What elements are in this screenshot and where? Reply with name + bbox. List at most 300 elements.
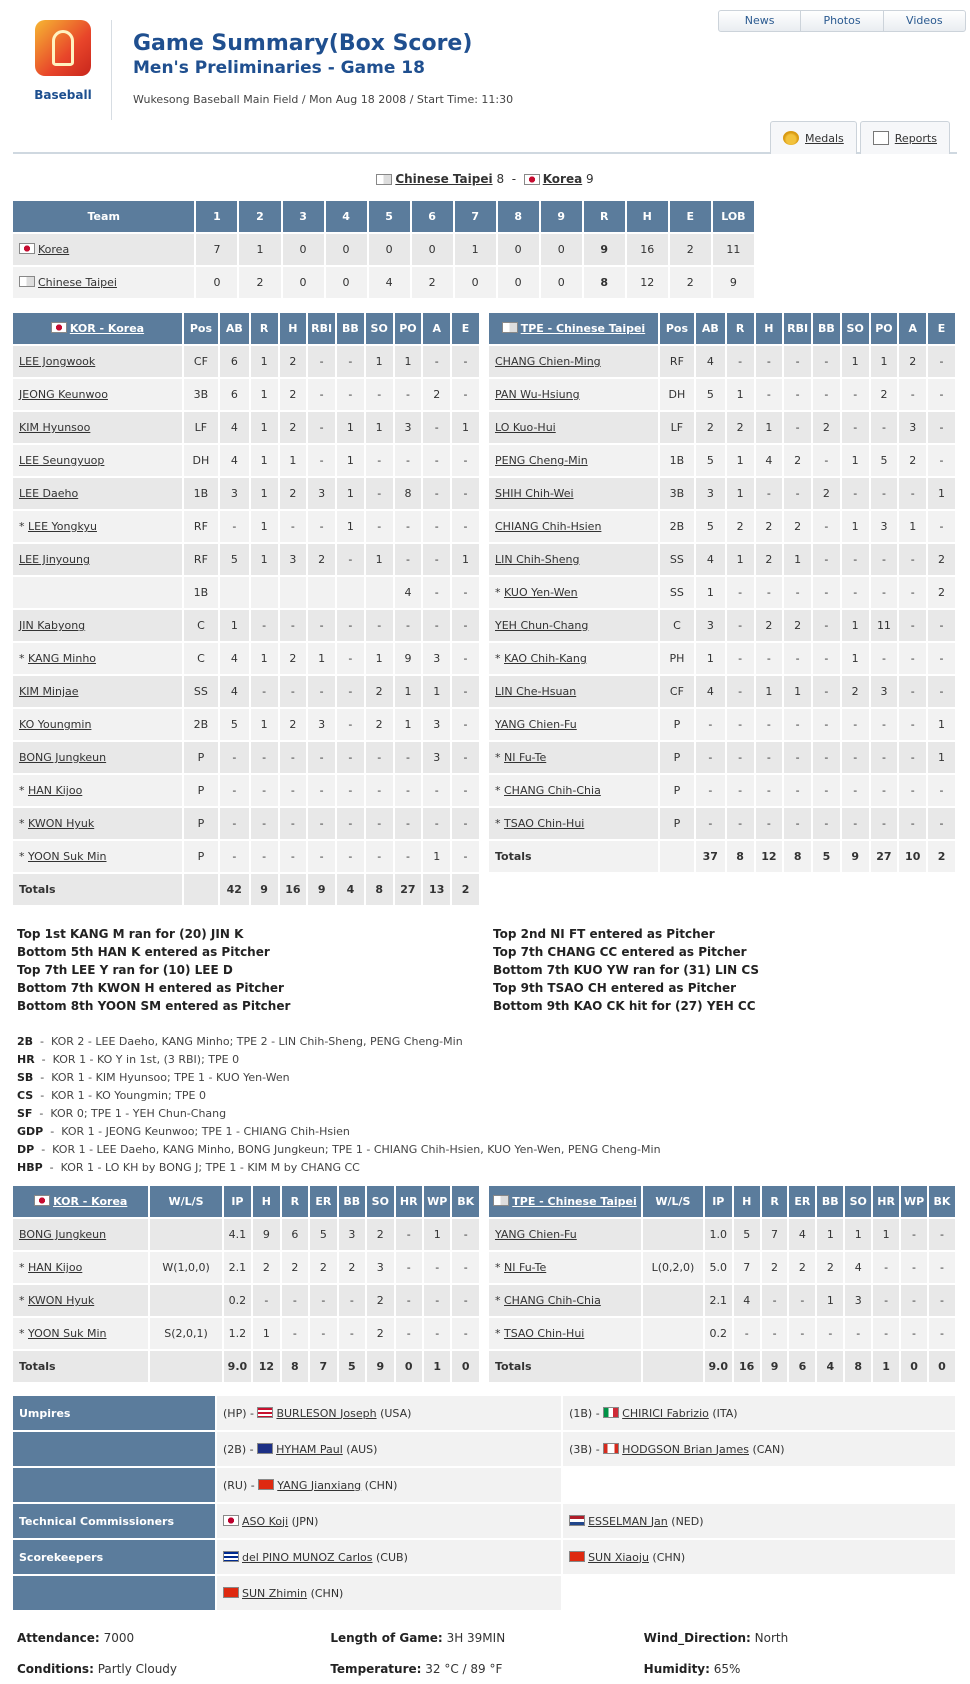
stat-cell: - xyxy=(813,643,840,674)
total-cell: 6 xyxy=(789,1351,815,1382)
stat-cell: 1 xyxy=(696,643,725,674)
stat-cell: - xyxy=(727,610,754,641)
stat-cell: - xyxy=(308,412,335,443)
stat-cell: 1 xyxy=(251,379,278,410)
tc-2 xyxy=(563,1504,955,1538)
col-header: R xyxy=(282,1186,308,1217)
official-nat: (CUB) xyxy=(372,1550,408,1564)
tab-reports[interactable] xyxy=(860,121,950,154)
note-line: Bottom 9th KAO CK hit for (27) YEH CC xyxy=(493,999,756,1013)
stat-cell: - xyxy=(452,346,479,377)
empty-cell xyxy=(563,1576,955,1610)
stat-cell: 3 xyxy=(423,742,450,773)
player-cell xyxy=(13,346,182,377)
header-row xyxy=(13,1186,479,1217)
player-row xyxy=(13,346,479,377)
total-cell: 0 xyxy=(929,1351,955,1382)
col-header: R xyxy=(584,201,625,232)
stat-cell: 1 xyxy=(251,478,278,509)
player-link[interactable]: HAN Kijoo xyxy=(28,784,83,797)
stat-cell: 4.1 xyxy=(224,1219,251,1250)
player-link[interactable]: NI Fu-Te xyxy=(504,1261,547,1274)
player-row xyxy=(13,808,479,839)
stat-cell: P xyxy=(660,775,694,806)
official-link[interactable]: ASO Koji xyxy=(242,1514,289,1528)
player-row xyxy=(489,346,955,377)
wind-value: North xyxy=(754,1630,789,1645)
score-cell: 0 xyxy=(412,234,453,265)
team-header[interactable] xyxy=(489,1186,641,1217)
stat-cell: 2 xyxy=(280,478,307,509)
sport-logo[interactable] xyxy=(28,20,98,120)
player-cell xyxy=(489,379,658,410)
score-cell: 1 xyxy=(455,234,496,265)
official-link[interactable]: del PINO MUNOZ Carlos xyxy=(242,1550,373,1564)
player-link[interactable]: YANG Chien-Fu xyxy=(495,1228,577,1241)
stat-cell: - xyxy=(928,346,955,377)
nav-videos[interactable]: Videos xyxy=(906,14,943,27)
stat-cell: - xyxy=(871,775,898,806)
stat-cell: 1 xyxy=(873,1219,899,1250)
col-header: BK xyxy=(929,1186,955,1217)
player-link[interactable]: KANG Minho xyxy=(28,652,97,665)
player-cell xyxy=(13,577,182,608)
stat-cell: 2 xyxy=(784,610,811,641)
stat-cell: - xyxy=(452,1252,479,1283)
stat-cell: - xyxy=(762,1318,788,1349)
total-cell: 1 xyxy=(873,1351,899,1382)
stat-cell: - xyxy=(452,775,479,806)
team-header[interactable] xyxy=(13,313,182,344)
stat-cell: - xyxy=(310,1318,336,1349)
umpire-link[interactable]: HODGSON Brian James xyxy=(622,1442,749,1456)
away-runs: 8 xyxy=(496,172,505,186)
stat-cell: LF xyxy=(660,412,694,443)
stat-cell xyxy=(337,577,364,608)
stat-cell: P xyxy=(184,775,218,806)
chn-flag-icon xyxy=(223,1587,239,1598)
player-link[interactable]: LEE Jinyoung xyxy=(19,553,90,566)
col-header: A xyxy=(899,313,926,344)
stat-cell: - xyxy=(784,478,811,509)
official-link[interactable]: SUN Xiaoju xyxy=(588,1550,649,1564)
stat-cell: - xyxy=(220,841,249,872)
team-header[interactable] xyxy=(13,1186,148,1217)
player-cell xyxy=(13,709,182,740)
conditions-row xyxy=(17,1653,957,1684)
team-link[interactable]: TPE - Chinese Taipei xyxy=(520,322,646,335)
stat-cell: - xyxy=(727,808,754,839)
col-header: 9 xyxy=(541,201,582,232)
stat-cell: 1 xyxy=(842,643,869,674)
note-line: Bottom 8th YOON SM entered as Pitcher xyxy=(17,999,291,1013)
total-cell: 8 xyxy=(784,841,811,872)
umpire-link[interactable]: YANG Jianxiang xyxy=(277,1478,362,1492)
player-link[interactable]: JIN Kabyong xyxy=(19,619,86,632)
col-header: E xyxy=(452,313,479,344)
stat-cell: - xyxy=(727,643,754,674)
stat-cell: - xyxy=(696,775,725,806)
stat-cell: 1 xyxy=(337,478,364,509)
stat-cell: 2B xyxy=(660,511,694,542)
stat-cell: 2.1 xyxy=(224,1252,251,1283)
official-link[interactable]: ESSELMAN Jan xyxy=(588,1514,668,1528)
note-line: Top 1st KANG M ran for (20) JIN K xyxy=(17,927,244,941)
stat-value: KOR 1 - KIM Hyunsoo; TPE 1 - KUO Yen-Wen xyxy=(51,1071,290,1084)
player-cell xyxy=(489,511,658,542)
stat-key: DP xyxy=(17,1143,35,1156)
umpire-3b xyxy=(563,1432,955,1466)
stat-cell: - xyxy=(928,511,955,542)
player-link[interactable]: KAO Chih-Kang xyxy=(504,652,587,665)
stat-cell: 1 xyxy=(871,346,898,377)
stat-cell: - xyxy=(366,478,393,509)
player-row xyxy=(489,709,955,740)
stat-sep: - xyxy=(34,1053,53,1066)
usa-flag-icon xyxy=(257,1407,273,1418)
umpire-link[interactable]: CHIRICI Fabrizio xyxy=(622,1406,709,1420)
stat-value: KOR 1 - LEE Daeho, KANG Minho, BONG Jungkeun; TPE 1 - CHIANG Chih-Hsien, KUO Yen-Wen, PENG Cheng-Min xyxy=(52,1143,661,1156)
officials-row xyxy=(13,1432,955,1466)
player-link[interactable]: SHIH Chih-Wei xyxy=(495,487,574,500)
player-cell xyxy=(13,412,182,443)
stat-cell: 3 xyxy=(696,478,725,509)
officials-row xyxy=(13,1576,955,1610)
medal-icon xyxy=(783,131,799,145)
stat-cell: - xyxy=(424,1318,450,1349)
score-cell: 1 xyxy=(239,234,280,265)
player-row xyxy=(489,1285,955,1316)
player-link[interactable]: JEONG Keunwoo xyxy=(19,388,108,401)
tc-label: Technical Commissioners xyxy=(13,1504,215,1538)
stat-cell: 2 xyxy=(813,478,840,509)
stat-cell: - xyxy=(308,346,335,377)
stat-cell: 4 xyxy=(220,676,249,707)
wind-direction xyxy=(644,1631,957,1645)
stat-cell: - xyxy=(366,742,393,773)
stat-cell: P xyxy=(660,709,694,740)
stat-cell: - xyxy=(423,511,450,542)
col-header: AB xyxy=(696,313,725,344)
table-row xyxy=(13,267,754,298)
stat-cell: - xyxy=(423,445,450,476)
player-link[interactable]: KO Youngmin xyxy=(19,718,92,731)
baseball-pictogram-icon xyxy=(35,20,91,76)
team-header[interactable] xyxy=(489,313,658,344)
stat-cell: - xyxy=(899,478,926,509)
stat-cell: 3 xyxy=(423,709,450,740)
player-link[interactable]: LEE Daeho xyxy=(19,487,79,500)
tab-medals[interactable] xyxy=(770,121,857,154)
stat-cell: - xyxy=(337,742,364,773)
stat-cell: - xyxy=(899,544,926,575)
stat-cell: 2 xyxy=(423,379,450,410)
stat-cell: 4 xyxy=(220,412,249,443)
stat-cell: 2 xyxy=(366,709,393,740)
player-row xyxy=(13,1285,479,1316)
official-link[interactable]: SUN Zhimin xyxy=(242,1586,308,1600)
umpire-pos: (HP) - xyxy=(223,1406,258,1420)
total-cell: 5 xyxy=(813,841,840,872)
stat-cell: - xyxy=(734,1318,760,1349)
stat-cell: - xyxy=(871,412,898,443)
ita-flag-icon xyxy=(603,1407,619,1418)
stat-cell: 3 xyxy=(280,544,307,575)
umpire-nat: (CAN) xyxy=(749,1442,785,1456)
stat-cell: - xyxy=(337,775,364,806)
totals-label: Totals xyxy=(13,1351,148,1382)
team-link[interactable]: Korea xyxy=(38,243,70,256)
stat-cell: P xyxy=(660,808,694,839)
total-cell xyxy=(184,874,218,905)
col-header: RBI xyxy=(784,313,811,344)
total-cell: 2 xyxy=(452,874,479,905)
header-row xyxy=(489,1186,955,1217)
nav-news[interactable]: News xyxy=(719,11,801,31)
player-link[interactable]: TSAO Chin-Hui xyxy=(504,817,585,830)
team-link[interactable]: TPE - Chinese Taipei xyxy=(512,1195,637,1208)
player-link[interactable]: YOON Suk Min xyxy=(28,1327,107,1340)
stat-cell: 3 xyxy=(871,511,898,542)
player-link[interactable]: KIM Minjae xyxy=(19,685,79,698)
stat-cell: - xyxy=(424,1285,450,1316)
stat-line xyxy=(17,1033,661,1051)
stat-cell: 3 xyxy=(308,478,335,509)
player-link[interactable]: HAN Kijoo xyxy=(28,1261,83,1274)
officials-row xyxy=(13,1396,955,1430)
player-cell xyxy=(13,643,182,674)
player-link[interactable]: YANG Chien-Fu xyxy=(495,718,577,731)
stat-cell: - xyxy=(727,709,754,740)
stat-cell: 4 xyxy=(696,544,725,575)
player-row xyxy=(13,742,479,773)
player-link[interactable]: LO Kuo-Hui xyxy=(495,421,556,434)
nav-photos[interactable]: Photos xyxy=(801,11,883,31)
stat-cell: 2 xyxy=(789,1252,815,1283)
stat-cell: C xyxy=(660,610,694,641)
stat-cell: - xyxy=(337,841,364,872)
player-link[interactable]: KWON Hyuk xyxy=(28,817,95,830)
total-cell: 12 xyxy=(756,841,783,872)
stat-cell: 1 xyxy=(784,676,811,707)
player-link[interactable]: KWON Hyuk xyxy=(28,1294,95,1307)
stat-cell: 3 xyxy=(220,478,249,509)
stat-cell: - xyxy=(396,1252,422,1283)
stat-cell: 3 xyxy=(367,1252,393,1283)
total-cell xyxy=(660,841,694,872)
venue-line: Wukesong Baseball Main Field / Mon Aug 18 2008 / Start Time: 11:30 xyxy=(133,93,514,106)
stat-cell: - xyxy=(396,1285,422,1316)
team-link[interactable]: KOR - Korea xyxy=(53,1195,128,1208)
wind-label: Wind_Direction: xyxy=(643,1630,751,1645)
player-cell xyxy=(13,1318,148,1349)
col-header: IP xyxy=(705,1186,732,1217)
player-cell xyxy=(489,445,658,476)
stat-value: KOR 1 - LO KH by BONG J; TPE 1 - KIM M by CHANG CC xyxy=(60,1161,360,1174)
stat-cell: 2 xyxy=(727,511,754,542)
stat-cell: - xyxy=(337,676,364,707)
stat-cell: - xyxy=(842,577,869,608)
stat-cell: 1 xyxy=(423,841,450,872)
stat-cell: - xyxy=(395,511,422,542)
stat-cell: - xyxy=(366,610,393,641)
stat-cell: - xyxy=(366,841,393,872)
kor-flag-icon xyxy=(51,322,67,333)
umpire-nat: (USA) xyxy=(376,1406,412,1420)
stat-cell: RF xyxy=(184,511,218,542)
stat-cell: 2 xyxy=(696,412,725,443)
stat-cell: - xyxy=(813,709,840,740)
total-cell: 9 xyxy=(251,874,278,905)
stat-value: KOR 1 - JEONG Keunwoo; TPE 1 - CHIANG Chih-Hsien xyxy=(61,1125,350,1138)
stat-cell: - xyxy=(452,643,479,674)
player-link[interactable]: BONG Jungkeun xyxy=(19,1228,107,1241)
total-cell: 0 xyxy=(901,1351,927,1382)
stat-cell: 3 xyxy=(845,1285,871,1316)
total-cell: 9.0 xyxy=(705,1351,732,1382)
stat-cell xyxy=(220,577,249,608)
stat-cell: - xyxy=(813,445,840,476)
totals-row xyxy=(13,874,479,905)
player-cell xyxy=(489,346,658,377)
jpn-flag-icon xyxy=(223,1515,239,1526)
attendance xyxy=(17,1631,330,1645)
total-cell: 8 xyxy=(727,841,754,872)
stat-line xyxy=(17,1069,661,1087)
stat-cell: - xyxy=(727,346,754,377)
stat-cell: 2 xyxy=(280,346,307,377)
stat-cell: 1 xyxy=(220,610,249,641)
stat-cell: - xyxy=(813,544,840,575)
stat-cell: 5 xyxy=(310,1219,336,1250)
player-link[interactable]: LEE Seungyuop xyxy=(19,454,105,467)
score-cell: 4 xyxy=(369,267,410,298)
player-link[interactable]: YOON Suk Min xyxy=(28,850,107,863)
ned-flag-icon xyxy=(569,1515,585,1526)
stat-cell: 1.0 xyxy=(705,1219,732,1250)
player-link[interactable]: CHIANG Chih-Hsien xyxy=(495,520,602,533)
player-link[interactable]: TSAO Chin-Hui xyxy=(504,1327,585,1340)
col-header: Pos xyxy=(660,313,694,344)
stat-cell: - xyxy=(899,775,926,806)
stat-cell: - xyxy=(395,841,422,872)
player-link[interactable]: YEH Chun-Chang xyxy=(495,619,589,632)
player-row xyxy=(489,1219,955,1250)
stat-line xyxy=(17,1141,661,1159)
player-cell xyxy=(13,1219,148,1250)
player-link[interactable]: LEE Yongkyu xyxy=(28,520,97,533)
stat-line xyxy=(17,1159,661,1177)
col-header: BB xyxy=(813,313,840,344)
stat-cell: - xyxy=(251,775,278,806)
stat-cell: - xyxy=(366,445,393,476)
col-header: BB xyxy=(337,313,364,344)
stat-cell: - xyxy=(423,412,450,443)
final-score xyxy=(0,172,970,186)
umpire-link[interactable]: HYHAM Paul xyxy=(276,1442,343,1456)
player-link[interactable]: PAN Wu-Hsiung xyxy=(495,388,580,401)
player-link[interactable]: KUO Yen-Wen xyxy=(504,586,578,599)
umpire-link[interactable]: BURLESON Joseph xyxy=(276,1406,377,1420)
stat-cell: P xyxy=(184,742,218,773)
stat-cell: - xyxy=(452,379,479,410)
stat-cell: - xyxy=(280,610,307,641)
player-link[interactable]: CHANG Chih-Chia xyxy=(504,1294,601,1307)
sub-marker: * xyxy=(495,817,504,830)
stat-cell xyxy=(150,1219,221,1250)
player-row xyxy=(489,544,955,575)
stat-cell: - xyxy=(789,1285,815,1316)
stat-cell: - xyxy=(756,808,783,839)
stat-cell: RF xyxy=(184,544,218,575)
stat-cell: - xyxy=(928,643,955,674)
sub-marker: * xyxy=(495,1327,504,1340)
stat-cell: - xyxy=(873,1318,899,1349)
player-link[interactable]: LIN Chih-Sheng xyxy=(495,553,580,566)
aus-flag-icon xyxy=(257,1443,273,1454)
away-team-link[interactable]: Chinese Taipei xyxy=(395,172,493,186)
player-link[interactable]: BONG Jungkeun xyxy=(19,751,107,764)
player-link[interactable]: CHANG Chien-Ming xyxy=(495,355,601,368)
stat-cell: - xyxy=(899,379,926,410)
stat-cell: - xyxy=(899,643,926,674)
player-row xyxy=(489,445,955,476)
player-link[interactable]: NI Fu-Te xyxy=(504,751,547,764)
team-link[interactable]: KOR - Korea xyxy=(69,322,145,335)
stat-cell: 1 xyxy=(756,412,783,443)
stat-cell: 2 xyxy=(253,1252,279,1283)
stat-line xyxy=(17,1105,661,1123)
stat-cell: 2 xyxy=(813,412,840,443)
stat-cell: - xyxy=(871,742,898,773)
stat-cell: 4 xyxy=(220,445,249,476)
player-link[interactable]: LIN Che-Hsuan xyxy=(495,685,577,698)
stat-cell: - xyxy=(842,709,869,740)
player-link[interactable]: KIM Hyunsoo xyxy=(19,421,91,434)
sub-nav xyxy=(770,121,950,154)
player-cell xyxy=(13,445,182,476)
tab-medals-label: Medals xyxy=(805,131,844,145)
player-link[interactable]: PENG Cheng-Min xyxy=(495,454,588,467)
player-row xyxy=(489,742,955,773)
umpire-nat: (ITA) xyxy=(708,1406,738,1420)
col-header: SO xyxy=(845,1186,871,1217)
stat-cell: - xyxy=(251,841,278,872)
totals-row xyxy=(13,1351,479,1382)
team-cell xyxy=(13,267,194,298)
stat-cell: 6 xyxy=(220,379,249,410)
stat-cell: - xyxy=(929,1219,955,1250)
col-header: 7 xyxy=(455,201,496,232)
team-link[interactable]: Chinese Taipei xyxy=(38,276,117,289)
page-subtitle: Men's Preliminaries - Game 18 xyxy=(133,58,425,78)
home-team-link[interactable]: Korea xyxy=(542,172,583,186)
stat-cell: 1 xyxy=(251,412,278,443)
stat-cell: - xyxy=(339,1285,365,1316)
player-link[interactable]: CHANG Chih-Chia xyxy=(504,784,601,797)
player-row xyxy=(489,412,955,443)
player-link[interactable]: LEE Jongwook xyxy=(19,355,96,368)
officials-row xyxy=(13,1540,955,1574)
total-cell: 1 xyxy=(424,1351,450,1382)
player-row xyxy=(489,511,955,542)
player-row xyxy=(13,379,479,410)
stat-cell: 4 xyxy=(789,1219,815,1250)
stat-cell: - xyxy=(251,742,278,773)
stat-cell: - xyxy=(784,379,811,410)
stat-cell: 1 xyxy=(727,445,754,476)
stat-cell: - xyxy=(395,742,422,773)
